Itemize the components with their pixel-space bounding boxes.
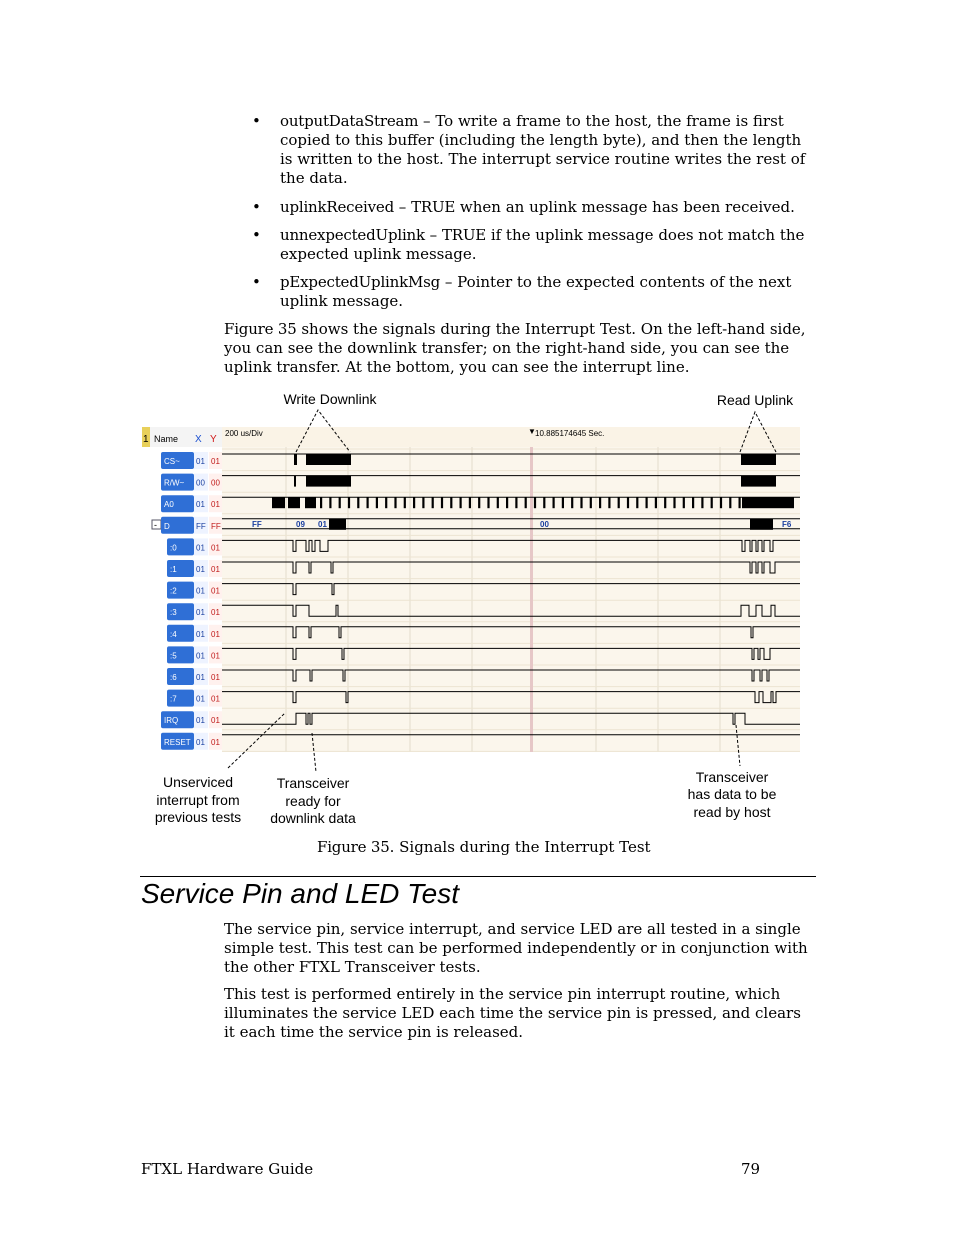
x-column-label: X: [195, 434, 202, 445]
signal-name-label: :3: [170, 608, 177, 618]
a0-tick: [608, 497, 610, 508]
a0-tick: [432, 497, 434, 508]
a0-tick: [664, 497, 666, 508]
bus-data-block: [329, 519, 346, 530]
footer-doc-title: FTXL Hardware Guide: [141, 1160, 314, 1178]
variable-description: if the uplink message does not match the expected uplink message.: [280, 226, 805, 263]
write-downlink-label: Write Downlink: [283, 391, 377, 407]
a0-tick: [729, 497, 731, 508]
signal-y-value: 01: [211, 500, 220, 510]
signal-x-value: 01: [196, 586, 205, 596]
has-data-label-line-3: read by host: [693, 804, 771, 820]
bullet-icon: •: [252, 273, 261, 291]
a0-tick: [469, 497, 471, 508]
separator-text: –: [424, 226, 442, 244]
cs-burst: [306, 454, 351, 465]
bullet-icon: •: [252, 112, 261, 130]
a0-tick: [636, 497, 638, 508]
bus-value-first: 09: [296, 519, 305, 529]
signal-name-label: A0: [164, 500, 174, 510]
section-paragraph-2: This test is performed entirely in the service pin interrupt routine, which illuminates the service LED each time the service pin is pressed, and clears it each time the service pin is released.: [224, 985, 801, 1041]
a0-tick: [385, 497, 387, 508]
signal-y-value: 01: [211, 629, 220, 639]
section-paragraph-1: The service pin, service interrupt, and service LED are all tested in a single simple test. This test can be performed independently or in conjunction with the other FTXL Transceiver tests.: [224, 920, 808, 976]
a0-tick: [441, 497, 443, 508]
signal-x-value: 01: [196, 629, 205, 639]
cursor-line: [530, 447, 533, 752]
figure-caption: [317, 838, 651, 857]
rw-burst: [306, 476, 351, 487]
signal-x-value: 01: [196, 500, 205, 510]
figure-reference: Figure 35: [224, 320, 297, 338]
a0-tick: [394, 497, 396, 508]
a0-tick: [599, 497, 601, 508]
a0-tick: [553, 497, 555, 508]
separator-text: –: [394, 198, 412, 216]
variable-description: – Pointer to the expected contents of the next uplink message.: [280, 273, 792, 310]
variable-description: when an uplink message has been received.: [455, 198, 795, 216]
cs-pulse: [294, 454, 297, 465]
a0-tick: [357, 497, 359, 508]
bus-value-second: 01: [318, 519, 327, 529]
a0-tick: [404, 497, 406, 508]
signal-y-value: 01: [211, 716, 220, 726]
signal-name-label: RESET: [164, 737, 191, 747]
a0-tick: [683, 497, 685, 508]
a0-tick: [348, 497, 350, 508]
a0-tick: [720, 497, 722, 508]
signal-y-value: 00: [211, 478, 220, 488]
signal-y-value: 01: [211, 608, 220, 618]
variable-name: uplinkReceived: [280, 198, 395, 216]
bullet-icon: •: [252, 198, 261, 216]
a0-tick: [543, 497, 545, 508]
waveform-area: [222, 447, 800, 752]
signal-y-value: 01: [211, 543, 220, 553]
cursor-time-label: 10.885174645 Sec.: [535, 429, 605, 438]
a0-tick: [534, 497, 536, 508]
signal-name-label: :0: [170, 543, 177, 553]
page-number: 79: [741, 1160, 761, 1178]
bus-value-left: FF: [252, 519, 262, 529]
a0-tick: [711, 497, 713, 508]
signal-name-label: IRQ: [164, 716, 179, 726]
signal-y-value: 01: [211, 457, 220, 466]
caption-figure-ref: Figure 35: [317, 838, 390, 856]
a0-tick: [320, 497, 322, 508]
variable-name: pExpectedUplinkMsg: [280, 273, 441, 291]
header-marker-label: 1: [143, 434, 149, 445]
section-title: Service Pin and LED Test: [141, 878, 460, 909]
a0-tick: [701, 497, 703, 508]
signal-x-value: 01: [196, 737, 205, 747]
a0-tick: [571, 497, 573, 508]
signal-x-value: 01: [196, 716, 205, 726]
ready-label-line-1: Transceiver: [276, 775, 350, 791]
rw-pulse: [294, 476, 296, 487]
signal-y-value: 01: [211, 694, 220, 704]
signal-name-label: CS~: [164, 457, 180, 466]
name-column-label: Name: [154, 434, 179, 444]
a0-tick: [525, 497, 527, 508]
cursor-marker-icon: ▼: [528, 427, 536, 436]
unserviced-label-line-2: interrupt from: [156, 792, 240, 808]
variable-name: unnexpectedUplink: [280, 226, 425, 244]
signal-name-label: :5: [170, 651, 177, 661]
a0-tick: [460, 497, 462, 508]
collapse-icon-label: -: [154, 520, 157, 530]
a0-tick: [646, 497, 648, 508]
cs-uplink-burst: [741, 454, 776, 465]
a0-tick: [627, 497, 629, 508]
signal-name-label: :6: [170, 673, 177, 682]
a0-block: [272, 497, 285, 508]
y-column-label: Y: [210, 434, 217, 445]
unserviced-label-line-3: previous tests: [154, 809, 242, 825]
a0-tick: [487, 497, 489, 508]
signal-x-value: 01: [196, 543, 205, 553]
bus-value-middle: 00: [540, 519, 549, 529]
a0-tick: [450, 497, 452, 508]
signal-x-value: FF: [196, 521, 206, 531]
signal-name-label: D: [164, 521, 170, 531]
signal-y-value: 01: [211, 737, 220, 747]
signal-y-value: 01: [211, 673, 220, 682]
a0-tick: [506, 497, 508, 508]
a0-tick: [367, 497, 369, 508]
ready-label-line-3: downlink data: [270, 810, 356, 826]
signal-name-label: :1: [170, 565, 177, 574]
signal-y-value: FF: [211, 521, 221, 531]
bus-value-right: F6: [782, 519, 792, 529]
signal-x-value: 01: [196, 673, 205, 682]
a0-uplink-block: [742, 497, 794, 508]
signal-name-label: :7: [170, 694, 177, 704]
a0-tick: [478, 497, 480, 508]
has-data-label-line-2: has data to be: [687, 786, 777, 802]
a0-tick: [497, 497, 499, 508]
a0-tick: [580, 497, 582, 508]
a0-tick: [618, 497, 620, 508]
a0-tick: [422, 497, 424, 508]
rw-uplink-burst: [741, 476, 776, 487]
signal-name-label: :4: [170, 629, 177, 639]
read-uplink-label: Read Uplink: [716, 392, 794, 408]
intro-text: shows the signals during the Interrupt Test. On the left-hand side, you can see the downlink transfer; on the right-hand side, you can see the uplink transfer. At the bottom, you can see the interrupt line.: [224, 320, 806, 376]
a0-tick: [339, 497, 341, 508]
bullet-icon: •: [252, 226, 261, 244]
a0-tick: [413, 497, 415, 508]
ready-label-line-2: ready for: [285, 793, 341, 809]
signal-name-label: R/W~: [164, 478, 185, 488]
signal-y-value: 01: [211, 651, 220, 661]
signal-name-label: :2: [170, 586, 177, 596]
a0-tick: [655, 497, 657, 508]
a0-tick: [562, 497, 564, 508]
signal-y-value: 01: [211, 565, 220, 574]
value-keyword: TRUE: [411, 198, 456, 216]
a0-tick: [673, 497, 675, 508]
caption-text: . Signals during the Interrupt Test: [389, 838, 651, 856]
has-data-label-line-1: Transceiver: [695, 769, 769, 785]
a0-block: [305, 497, 316, 508]
a0-tick: [515, 497, 517, 508]
signal-x-value: 01: [196, 694, 205, 704]
unserviced-label-line-1: Unserviced: [162, 774, 234, 790]
signal-x-value: 00: [196, 478, 205, 488]
a0-tick: [376, 497, 378, 508]
a0-block: [288, 497, 300, 508]
signal-y-value: 01: [211, 586, 220, 596]
signal-x-value: 01: [196, 565, 205, 574]
signal-x-value: 01: [196, 651, 205, 661]
a0-tick: [739, 497, 741, 508]
bus-uplink-block: [750, 519, 773, 530]
a0-tick: [692, 497, 694, 508]
a0-tick: [329, 497, 331, 508]
a0-tick: [590, 497, 592, 508]
signal-x-value: 01: [196, 457, 205, 466]
value-keyword: TRUE: [441, 226, 487, 244]
variable-name: outputDataStream: [280, 112, 419, 130]
timescale-header: [222, 427, 800, 447]
signal-x-value: 01: [196, 608, 205, 618]
variable-description: – To write a frame to the host, the frame is first copied to this buffer (including the length byte), and then the length is written to the host. The interrupt service routine writes the rest of the data.: [280, 112, 806, 187]
timescale-label: 200 us/Div: [225, 429, 263, 438]
